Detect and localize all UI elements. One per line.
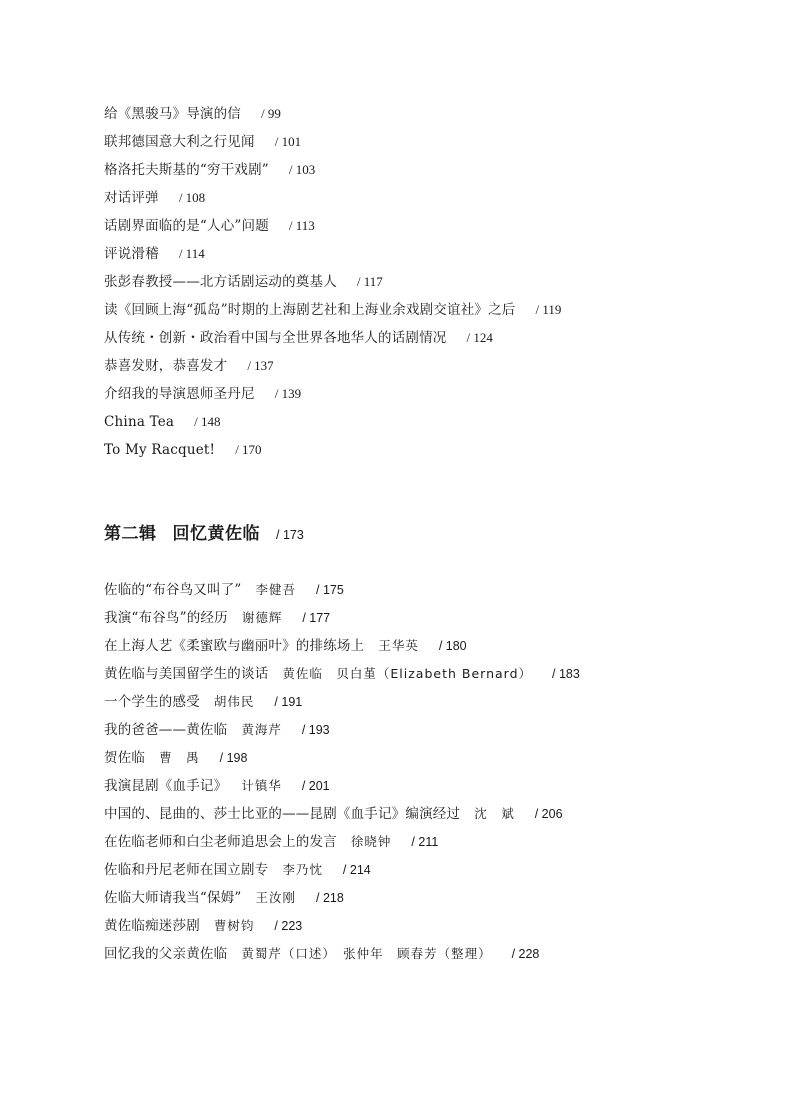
entry-title: 回忆我的父亲黄佐临 (104, 946, 228, 962)
entry-page: / 114 (178, 246, 205, 261)
toc-entry (104, 828, 764, 856)
entry-author: 王华英 (378, 638, 419, 653)
entry-page: / 214 (342, 863, 371, 877)
toc-entry (104, 604, 764, 632)
entry-author: 曹树钧 (213, 918, 255, 933)
entry-title: 给《黑骏马》导演的信 (104, 106, 241, 122)
entry-author: 胡伟民 (213, 694, 255, 709)
toc-entry (104, 716, 764, 744)
toc-entry (104, 352, 764, 380)
entry-title: 黄佐临与美国留学生的谈话 (104, 666, 269, 682)
entry-page: / 228 (511, 947, 540, 961)
toc-list-part2 (104, 576, 764, 968)
entry-author: 黄海芹 (241, 722, 282, 737)
toc-entry (104, 240, 764, 268)
toc-entry (104, 940, 764, 968)
entry-title: 在佐临老师和白尘老师追思会上的发言 (104, 834, 337, 850)
entry-author: 谢德辉 (241, 610, 283, 625)
entry-title: 张彭春教授——北方话剧运动的奠基人 (104, 274, 337, 290)
entry-title: 佐临和丹尼老师在国立剧专 (104, 862, 269, 878)
toc-entry (104, 408, 764, 436)
entry-title: 从传统・创新・政治看中国与全世界各地华人的话剧情况 (104, 330, 447, 346)
section-label: 第二辑 (104, 524, 157, 544)
section-page: / 173 (276, 528, 304, 542)
entry-author: 徐晓钟 (350, 834, 392, 849)
entry-page: / 177 (302, 611, 331, 625)
toc-entry (104, 380, 764, 408)
entry-page: / 139 (274, 386, 302, 401)
entry-page: / 148 (194, 414, 221, 429)
entry-title: 佐临的“布谷鸟又叫了” (104, 582, 242, 598)
toc-entry (104, 324, 764, 352)
table-of-contents-page (104, 100, 764, 968)
toc-entry (104, 100, 764, 128)
entry-page: / 108 (178, 190, 206, 205)
toc-entry (104, 156, 764, 184)
entry-page: / 113 (288, 218, 315, 233)
entry-title: 佐临大师请我当“保姆” (104, 890, 242, 906)
toc-entry (104, 128, 764, 156)
toc-entry (104, 660, 764, 688)
entry-title: 我的爸爸——黄佐临 (104, 722, 228, 738)
toc-entry (104, 800, 764, 828)
entry-title: 我演“布谷鸟”的经历 (104, 610, 228, 626)
toc-entry (104, 912, 764, 940)
entry-title: 恭喜发财，恭喜发才 (104, 358, 228, 374)
entry-title: 格洛托夫斯基的“穷干戏剧” (104, 162, 269, 178)
section-title: 回忆黄佐临 (172, 524, 260, 544)
entry-title: 黄佐临痴迷莎剧 (104, 918, 200, 934)
entry-page: / 206 (534, 807, 563, 821)
toc-entry (104, 576, 764, 604)
entry-page: / 117 (356, 274, 383, 289)
entry-page: / 191 (274, 695, 303, 709)
entry-author: 计镇华 (241, 778, 282, 793)
entry-title: 话剧界面临的是“人心”问题 (104, 218, 269, 234)
entry-author: 黄佐临 贝白堇（Elizabeth Bernard） (282, 666, 533, 681)
entry-page: / 193 (301, 723, 330, 737)
toc-list-part1 (104, 100, 764, 464)
toc-entry (104, 884, 764, 912)
entry-title: 贺佐临 (104, 750, 146, 766)
entry-title: 评说滑稽 (104, 246, 159, 262)
entry-title: 一个学生的感受 (104, 694, 200, 710)
entry-page: / 180 (438, 639, 467, 653)
entry-page: / 201 (301, 779, 330, 793)
entry-page: / 137 (247, 358, 274, 373)
entry-title: 中国的、昆曲的、莎士比亚的——昆剧《血手记》编演经过 (104, 806, 461, 822)
entry-page: / 103 (288, 162, 316, 177)
section-heading (104, 514, 764, 554)
entry-page: / 101 (274, 134, 302, 149)
entry-page: / 175 (316, 583, 344, 597)
entry-title: China Tea (104, 414, 175, 430)
entry-page: / 170 (235, 442, 262, 457)
toc-entry (104, 688, 764, 716)
entry-title: 我演昆剧《血手记》 (104, 778, 228, 794)
toc-entry (104, 184, 764, 212)
entry-author: 李健吾 (255, 582, 297, 597)
entry-title: To My Racquet! (104, 442, 216, 458)
entry-page: / 223 (274, 919, 303, 933)
entry-author: 曹 禺 (159, 750, 200, 765)
toc-entry (104, 744, 764, 772)
entry-title: 联邦德国意大利之行见闻 (104, 134, 255, 150)
toc-entry (104, 268, 764, 296)
toc-entry (104, 632, 764, 660)
entry-title: 在上海人艺《柔蜜欧与幽丽叶》的排练场上 (104, 638, 365, 654)
toc-entry (104, 772, 764, 800)
entry-author: 黄蜀芹（口述） 张仲年 顾春芳（整理） (241, 946, 492, 961)
entry-page: / 218 (316, 891, 344, 905)
entry-title: 读《回顾上海“孤岛”时期的上海剧艺社和上海业余戏剧交谊社》之后 (104, 302, 516, 318)
entry-page: / 99 (261, 106, 281, 121)
entry-page: / 119 (535, 302, 562, 317)
toc-entry (104, 436, 764, 464)
entry-title: 介绍我的导演恩师圣丹尼 (104, 386, 255, 402)
toc-entry (104, 856, 764, 884)
entry-author: 王汝刚 (255, 890, 297, 905)
entry-page: / 124 (466, 330, 493, 345)
entry-title: 对话评弹 (104, 190, 159, 206)
entry-page: / 198 (219, 751, 248, 765)
entry-author: 李乃忱 (282, 862, 323, 877)
entry-author: 沈 斌 (474, 806, 515, 821)
toc-entry (104, 296, 764, 324)
toc-entry (104, 212, 764, 240)
entry-page: / 211 (411, 835, 439, 849)
entry-page: / 183 (552, 667, 580, 681)
